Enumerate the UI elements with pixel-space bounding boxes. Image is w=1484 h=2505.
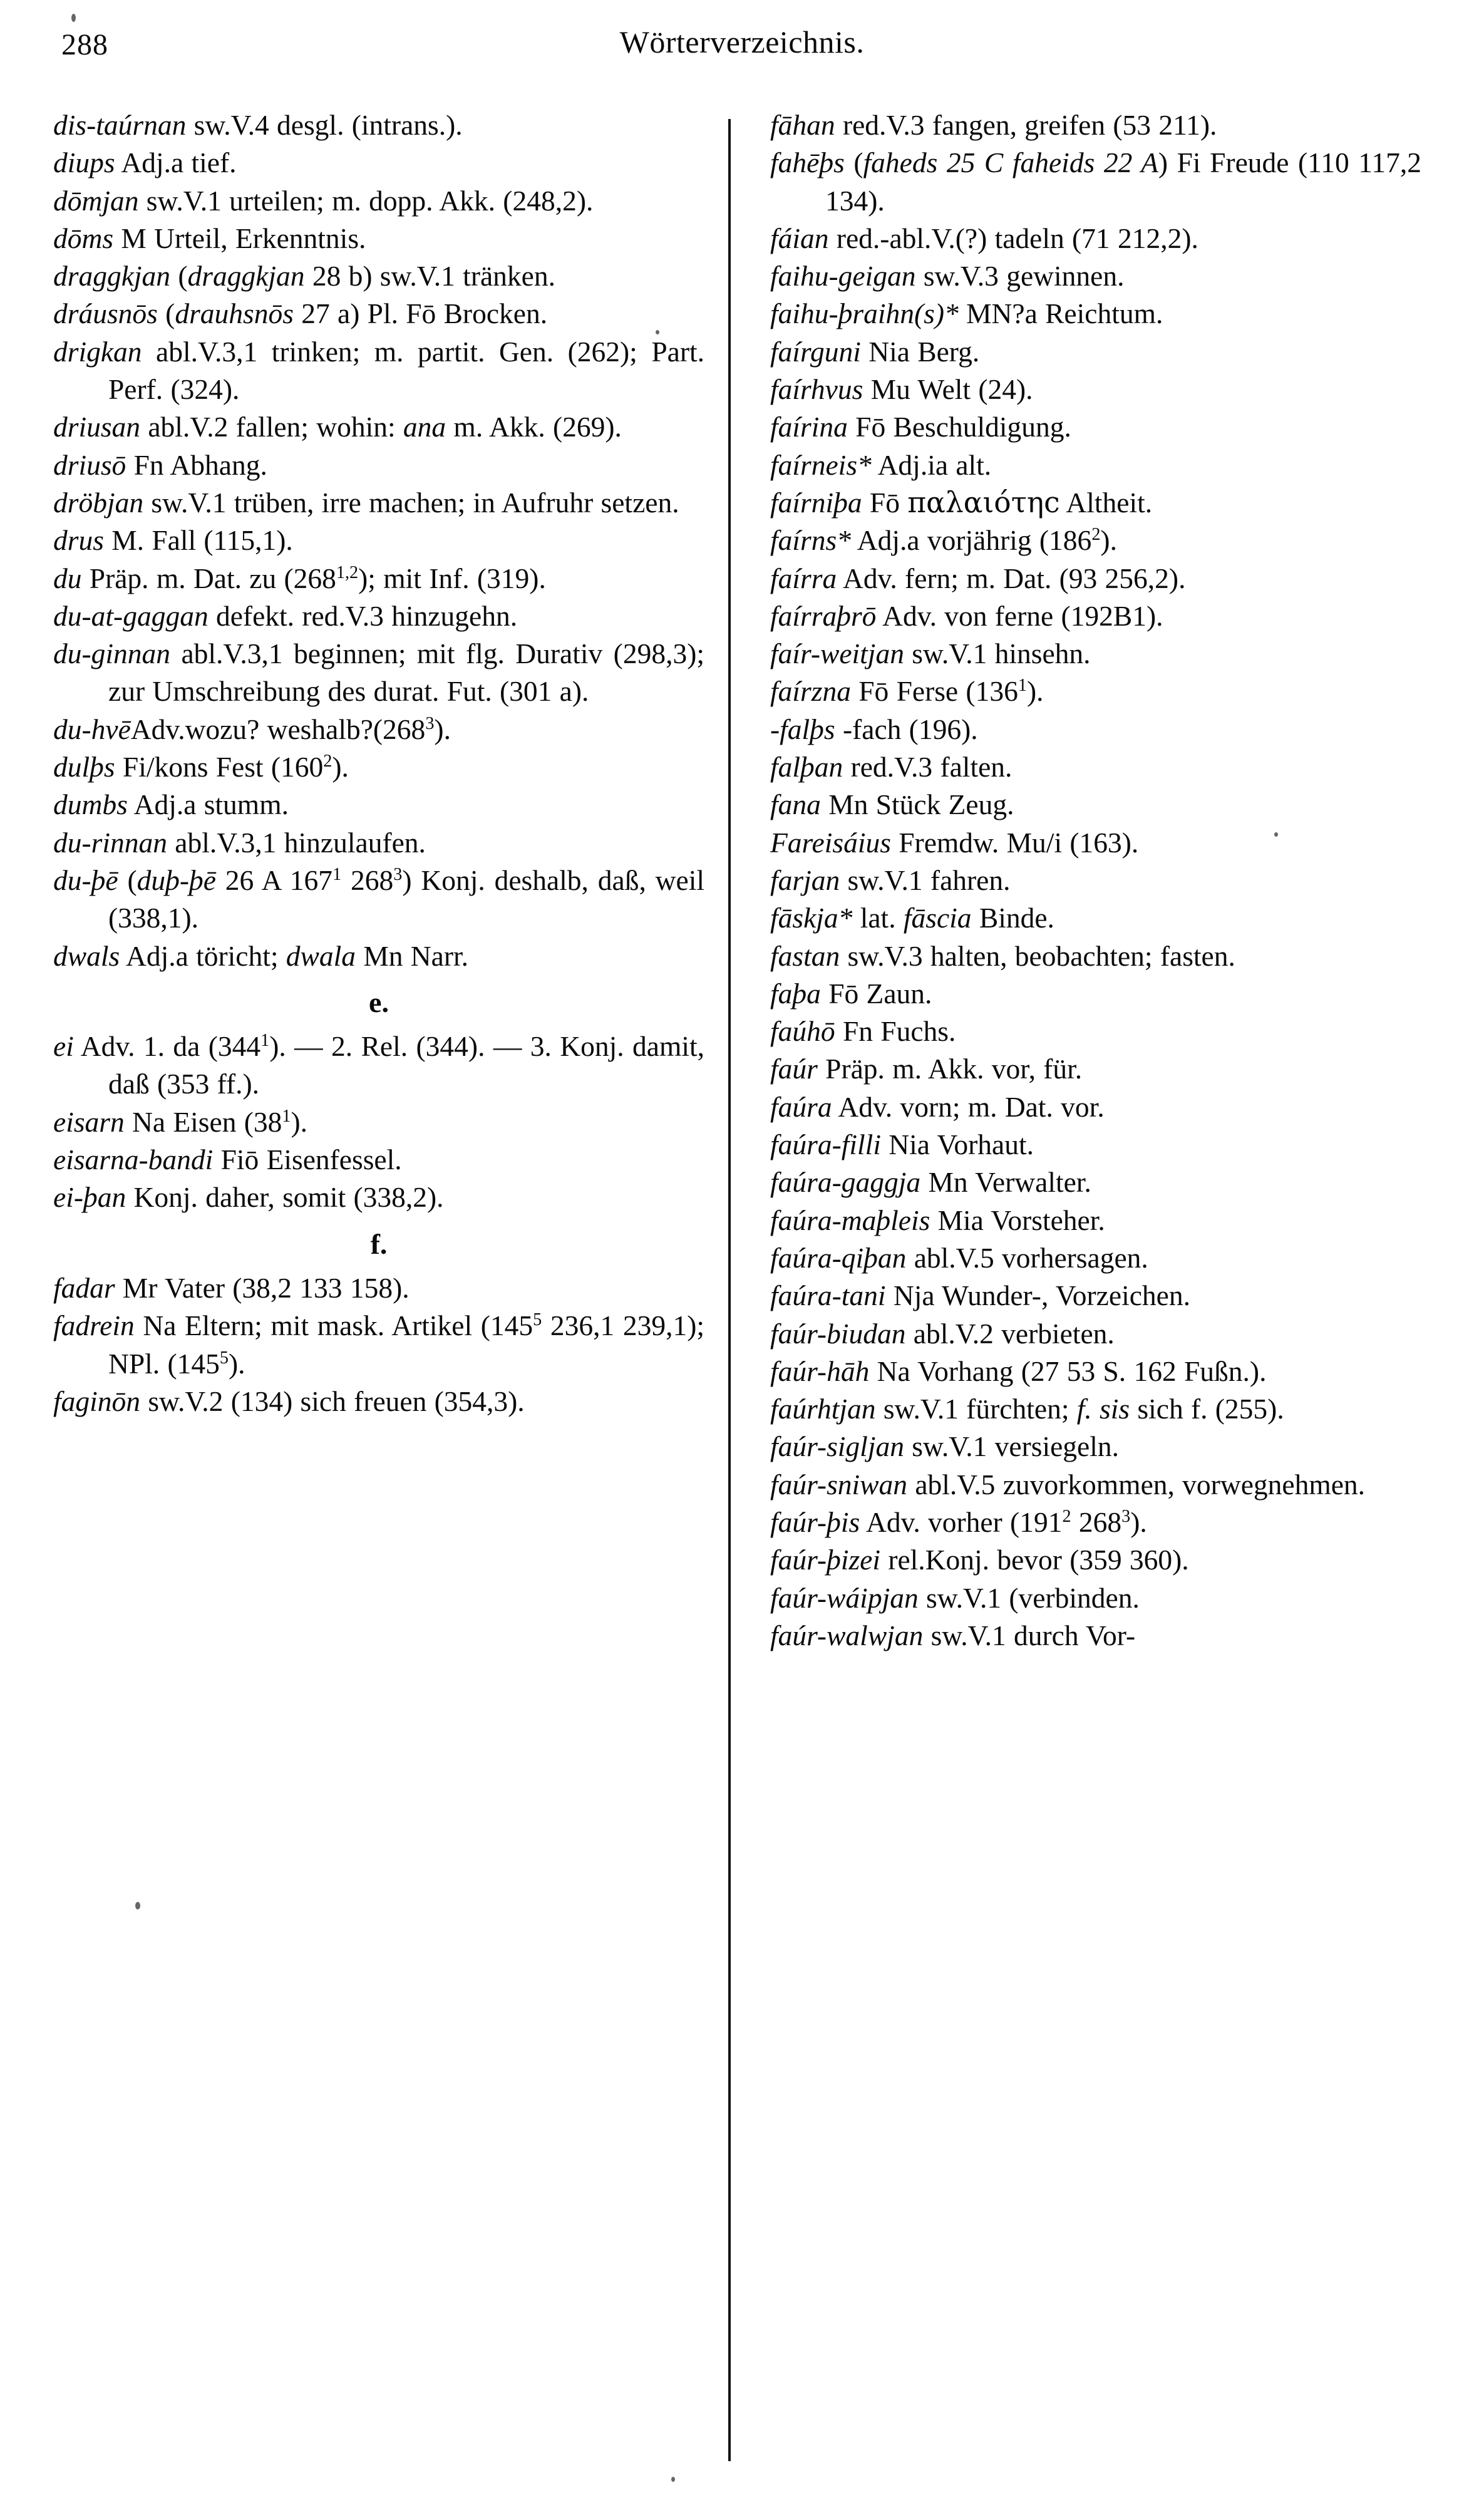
- entry-headword: faúr-sigljan: [770, 1430, 904, 1463]
- dictionary-entry: [770, 522, 1421, 559]
- dictionary-entry: [770, 1353, 1421, 1390]
- dictionary-entry: [770, 1013, 1421, 1050]
- dictionary-entry: [53, 1179, 704, 1216]
- entry-headword: fadrein: [53, 1309, 135, 1342]
- entry-definition: red.-abl.V.(?) tadeln (71 212,2).: [828, 222, 1198, 254]
- dictionary-entry: [770, 106, 1421, 144]
- dictionary-entry: [770, 862, 1421, 899]
- entry-headword: faírneis*: [770, 448, 872, 481]
- entry-definition: sw.V.1 (verbinden.: [918, 1581, 1140, 1614]
- entry-definition: Nia Vorhaut.: [880, 1129, 1034, 1161]
- entry-headword: faírzna: [770, 675, 851, 708]
- dictionary-entry: [770, 257, 1421, 295]
- entry-headword: faihu-þraihn(s)*: [770, 297, 959, 330]
- entry-headword: dis-taúrnan: [53, 109, 187, 141]
- dictionary-entry: [770, 711, 1421, 748]
- entry-headword: eisarn: [53, 1105, 125, 1138]
- entry-headword: -falþs: [770, 713, 835, 745]
- entry-definition: abl.V.5 zuvorkommen, vorwegnehmen.: [907, 1468, 1366, 1500]
- entry-definition: Fō Ferse $(136^1)$.: [850, 675, 1044, 708]
- entry-headword: fastan: [770, 939, 840, 972]
- dictionary-entry: [53, 295, 704, 333]
- entry-definition: Adv. von ferne (192B1).: [876, 599, 1163, 632]
- entry-headword: faúrhtjan: [770, 1393, 876, 1425]
- entry-definition: sw.V.1 trüben, irre machen; in Aufruhr setzen.: [143, 486, 679, 519]
- entry-headword: du-at-gaggan: [53, 599, 209, 632]
- dictionary-entry: [770, 1504, 1421, 1541]
- dictionary-entry: [770, 1617, 1421, 1655]
- entry-headword: falþan: [770, 751, 843, 783]
- scan-speck: [135, 1902, 140, 1909]
- dictionary-entry: [770, 635, 1421, 673]
- entry-headword: du-þē: [53, 864, 118, 896]
- entry-headword: du-hvē: [53, 713, 131, 745]
- entry-headword: du-ginnan: [53, 638, 171, 670]
- dictionary-entry: [770, 597, 1421, 635]
- entry-definition: sw.V.1 hinsehn.: [904, 638, 1091, 670]
- right-column: [770, 106, 1421, 1655]
- dictionary-entry: [770, 1202, 1421, 1239]
- entry-headword: diups: [53, 147, 115, 179]
- entry-definition: Fremdw. Mu/i (163).: [890, 826, 1139, 859]
- dictionary-entry: [53, 408, 704, 446]
- entry-definition: sw.V.3 gewinnen.: [915, 260, 1125, 292]
- dictionary-entry: [770, 447, 1421, 484]
- entry-definition: abl.V.2 verbieten.: [905, 1317, 1115, 1350]
- dictionary-entry: [770, 748, 1421, 786]
- entry-definition: Na Eisen $(38^1)$.: [124, 1105, 308, 1138]
- entry-headword: faúra-maþleis: [770, 1204, 930, 1236]
- dictionary-entry: [770, 1126, 1421, 1164]
- entry-headword: dröbjan: [53, 486, 144, 519]
- entry-headword: faírina: [770, 411, 848, 443]
- entry-definition: M Urteil, Erkenntnis.: [113, 222, 366, 254]
- dictionary-entry: [53, 1383, 704, 1420]
- dictionary-entry: [770, 937, 1421, 975]
- dictionary-entry: [53, 220, 704, 257]
- entry-definition: abl.V.3,1 beginnen; mit flg. Durativ (298,3); zur Umschreibung des durat. Fut. (301 a).: [108, 638, 704, 708]
- entry-definition: sw.V.4 desgl. (intrans.).: [186, 109, 463, 141]
- entry-headword: faírns*: [770, 524, 851, 557]
- entry-definition: -fach (196).: [835, 713, 978, 745]
- entry-definition: (draggkjan 28 b) sw.V.1 tränken.: [170, 260, 555, 292]
- dictionary-entry: [770, 1428, 1421, 1465]
- dictionary-entry: [770, 786, 1421, 824]
- dictionary-entry: [770, 1164, 1421, 1201]
- entry-definition: Adj.a vorjährig $(186^2)$.: [850, 524, 1117, 557]
- entry-definition: Adv.wozu? $weshalb?(268^3)$.: [130, 713, 451, 745]
- entry-definition: Adj.ia alt.: [871, 448, 992, 481]
- entry-definition: Mn Verwalter.: [920, 1166, 1091, 1199]
- entry-headword: faúra-gaggja: [770, 1166, 921, 1199]
- dictionary-entry: [53, 635, 704, 711]
- entry-headword: ei: [53, 1030, 74, 1063]
- entry-definition: abl.V.3,1 trinken; m. partit. Gen. (262); Part. Perf. (324).: [108, 335, 704, 406]
- dictionary-entry: [770, 144, 1421, 220]
- entry-headword: drus: [53, 524, 104, 557]
- entry-definition: Na Vorhang (27 53 S. 162 Fußn.).: [869, 1355, 1267, 1387]
- dictionary-entry: [53, 1141, 704, 1179]
- entry-definition: sw.V.1 durch Vor-: [923, 1619, 1136, 1651]
- entry-definition: Fō παλαιότηc Altheit.: [862, 485, 1153, 519]
- dictionary-entry: [53, 824, 704, 862]
- dictionary-entry: [770, 484, 1421, 522]
- dictionary-entry: [53, 333, 704, 409]
- entry-headword: faír-weitjan: [770, 638, 904, 670]
- entry-definition: red.V.3 falten.: [843, 751, 1013, 783]
- entry-definition: red.V.3 fangen, greifen (53 211).: [835, 109, 1217, 141]
- entry-headword: faírra: [770, 562, 837, 594]
- entry-definition: (drauhsnōs 27 a) Pl. Fō Brocken.: [157, 297, 548, 330]
- dictionary-entry: [770, 371, 1421, 408]
- letter-heading-f: f.: [370, 1227, 388, 1260]
- entry-headword: faúra: [770, 1090, 832, 1123]
- entry-definition: Nia Berg.: [860, 335, 980, 368]
- entry-headword: Fareisáius: [770, 826, 891, 859]
- dictionary-entry: [770, 333, 1421, 371]
- entry-definition: sw.V.1 versiegeln.: [904, 1430, 1120, 1463]
- dictionary-entry: [770, 1466, 1421, 1504]
- running-head: [0, 24, 1484, 68]
- entry-headword: dōms: [53, 222, 114, 254]
- dictionary-entry: [770, 295, 1421, 333]
- entry-headword: faúr-wáipjan: [770, 1581, 919, 1614]
- entry-headword: fahēþs: [770, 147, 845, 179]
- dictionary-entry: [53, 1269, 704, 1307]
- entry-headword: dráusnōs: [53, 297, 158, 330]
- entry-definition: sw.V.2 (134) sich freuen (354,3).: [140, 1385, 525, 1417]
- entry-headword: faúr-þis: [770, 1506, 860, 1538]
- entry-definition: rel.Konj. bevor (359 360).: [880, 1544, 1189, 1576]
- dictionary-entry: [53, 937, 704, 975]
- scan-speck: [656, 330, 659, 334]
- entry-headword: faírguni: [770, 335, 861, 368]
- dictionary-entry: [53, 711, 704, 748]
- entry-definition: Adj.a tief.: [115, 147, 237, 179]
- dictionary-entry: [770, 560, 1421, 597]
- entry-definition: Adv. 1. da $(344^1)$. — 2. Rel. (344). — 3. Konj. damit, daß (353 ff.).: [73, 1030, 704, 1100]
- running-title: Wörterverzeichnis.: [619, 24, 865, 59]
- dictionary-entry: [53, 522, 704, 559]
- dictionary-entry: [770, 1088, 1421, 1126]
- entry-definition: Präp. m. Dat. zu (268$^{1,2}$); mit Inf. (319).: [81, 562, 546, 594]
- entry-definition: Mia Vorsteher.: [930, 1204, 1105, 1236]
- two-column-body: [0, 106, 1484, 2480]
- entry-definition: Fn Fuchs.: [835, 1015, 956, 1048]
- dictionary-entry: [53, 862, 704, 937]
- entry-headword: faúr-hāh: [770, 1355, 870, 1387]
- entry-headword: driusan: [53, 411, 141, 443]
- dictionary-entry: [770, 673, 1421, 710]
- entry-headword: faihu-geigan: [770, 260, 916, 292]
- entry-definition: sw.V.1 urteilen; m. dopp. Akk. (248,2).: [138, 184, 594, 217]
- entry-headword: ei-þan: [53, 1181, 126, 1214]
- dictionary-entry: [770, 824, 1421, 862]
- entry-definition: (faheds 25 C faheids 22 A) Fi Freude (110 117,2 134).: [825, 147, 1421, 217]
- left-column: [53, 106, 704, 1420]
- dictionary-entry: [770, 1315, 1421, 1353]
- entry-definition: lat. fāscia Binde.: [852, 902, 1054, 934]
- entry-headword: faúr-walwjan: [770, 1619, 924, 1651]
- dictionary-entry: [770, 899, 1421, 937]
- dictionary-entry: [53, 1028, 704, 1103]
- entry-headword: faúr-sniwan: [770, 1468, 908, 1500]
- entry-headword: fāhan: [770, 109, 835, 141]
- scan-speck: [671, 2477, 675, 2482]
- entry-headword: fāskja*: [770, 902, 853, 934]
- column-divider-rule: [728, 119, 731, 2461]
- entry-definition: MN?a Reichtum.: [958, 297, 1163, 330]
- dictionary-entry: [53, 447, 704, 484]
- entry-definition: (duþ-þē 26 A $167^1$ $268^3$) Konj. deshalb, daß, weil (338,1).: [108, 864, 705, 934]
- entry-headword: faírniþa: [770, 486, 862, 519]
- entry-headword: faúr: [770, 1053, 818, 1085]
- entry-definition: Adj.a stumm.: [127, 788, 289, 821]
- entry-definition: Fi/kons Fest $(160^2)$.: [115, 751, 349, 783]
- entry-definition: sw.V.3 halten, beobachten; fasten.: [840, 939, 1235, 972]
- entry-headword: du-rinnan: [53, 826, 167, 859]
- entry-definition: Adj.a töricht; dwala Mn Narr.: [120, 939, 469, 972]
- entry-headword: faúr-biudan: [770, 1317, 906, 1350]
- entry-headword: drigkan: [53, 335, 142, 368]
- entry-definition: Mu Welt (24).: [863, 373, 1033, 406]
- entry-definition: Präp. m. Akk. vor, für.: [817, 1053, 1083, 1085]
- entry-definition: defekt. red.V.3 hinzugehn.: [208, 599, 518, 632]
- entry-definition: Fn Abhang.: [126, 448, 267, 481]
- dictionary-entry: [770, 1050, 1421, 1088]
- entry-headword: faúra-filli: [770, 1129, 881, 1161]
- entry-headword: draggkjan: [53, 260, 171, 292]
- dictionary-entry: [53, 106, 704, 144]
- entry-definition: Konj. daher, somit (338,2).: [126, 1181, 444, 1214]
- entry-headword: dumbs: [53, 788, 128, 821]
- dictionary-entry: [770, 1390, 1421, 1428]
- letter-heading-e: e.: [369, 986, 389, 1018]
- dictionary-entry: [53, 1307, 704, 1383]
- entry-definition: Na Eltern; mit mask. Artikel ($145^5$ 236,1 239,1); NPl. $(145^5)$.: [108, 1309, 704, 1380]
- entry-headword: faírraþrō: [770, 599, 877, 632]
- dictionary-entry: [770, 220, 1421, 257]
- page-number: 288: [61, 28, 108, 61]
- entry-headword: faginōn: [53, 1385, 141, 1417]
- entry-definition: Fiō Eisenfessel.: [213, 1144, 402, 1176]
- entry-definition: Adv. fern; m. Dat. (93 256,2).: [837, 562, 1186, 594]
- entry-definition: Fō Beschuldigung.: [847, 411, 1071, 443]
- dictionary-entry: [770, 1277, 1421, 1314]
- scan-speck: [1274, 832, 1278, 837]
- entry-headword: fana: [770, 788, 821, 821]
- entry-headword: eisarna-bandi: [53, 1144, 214, 1176]
- entry-definition: Mn Stück Zeug.: [820, 788, 1014, 821]
- entry-headword: dōmjan: [53, 184, 139, 217]
- dictionary-entry: [53, 786, 704, 824]
- entry-headword: du: [53, 562, 82, 594]
- dictionary-entry: [53, 1103, 704, 1141]
- entry-definition: Fō Zaun.: [820, 977, 932, 1010]
- dictionary-entry: [770, 1579, 1421, 1617]
- entry-headword: dwals: [53, 939, 120, 972]
- entry-definition: Nja Wunder-, Vorzeichen.: [885, 1279, 1190, 1312]
- dictionary-entry: [53, 182, 704, 220]
- entry-headword: fadar: [53, 1271, 115, 1304]
- dictionary-entry: [53, 144, 704, 182]
- dictionary-entry: [770, 408, 1421, 446]
- entry-definition: abl.V.5 vorhersagen.: [906, 1241, 1148, 1274]
- dictionary-entry: [770, 1541, 1421, 1579]
- entry-headword: farjan: [770, 864, 840, 896]
- entry-definition: sw.V.1 fürchten; f. sis sich f. (255).: [875, 1393, 1284, 1425]
- entry-headword: fáian: [770, 222, 829, 254]
- scan-speck: [71, 14, 76, 22]
- entry-headword: dulþs: [53, 751, 115, 783]
- dictionary-entry: [53, 560, 704, 597]
- dictionary-entry: [53, 257, 704, 295]
- entry-headword: faúr-þizei: [770, 1544, 881, 1576]
- entry-definition: Adv. vorher ($191^2$ $268^3$).: [860, 1506, 1147, 1538]
- entry-headword: faúhō: [770, 1015, 835, 1048]
- dictionary-entry: [770, 1239, 1421, 1277]
- entry-headword: faírhvus: [770, 373, 863, 406]
- dictionary-entry: [770, 975, 1421, 1013]
- entry-definition: abl.V.3,1 hinzulaufen.: [167, 826, 426, 859]
- entry-headword: faúra-qiþan: [770, 1241, 907, 1274]
- entry-definition: Adv. vorn; m. Dat. vor.: [832, 1090, 1105, 1123]
- dictionary-entry: [53, 597, 704, 635]
- entry-headword: faþa: [770, 977, 821, 1010]
- dictionary-entry: [53, 748, 704, 786]
- entry-definition: sw.V.1 fahren.: [840, 864, 1011, 896]
- entry-definition: M. Fall (115,1).: [103, 524, 293, 557]
- entry-definition: abl.V.2 fallen; wohin: ana m. Akk. (269).: [140, 411, 622, 443]
- entry-headword: faúra-tani: [770, 1279, 886, 1312]
- entry-definition: Mr Vater (38,2 133 158).: [115, 1271, 410, 1304]
- dictionary-entry: [53, 484, 704, 522]
- entry-headword: driusō: [53, 448, 126, 481]
